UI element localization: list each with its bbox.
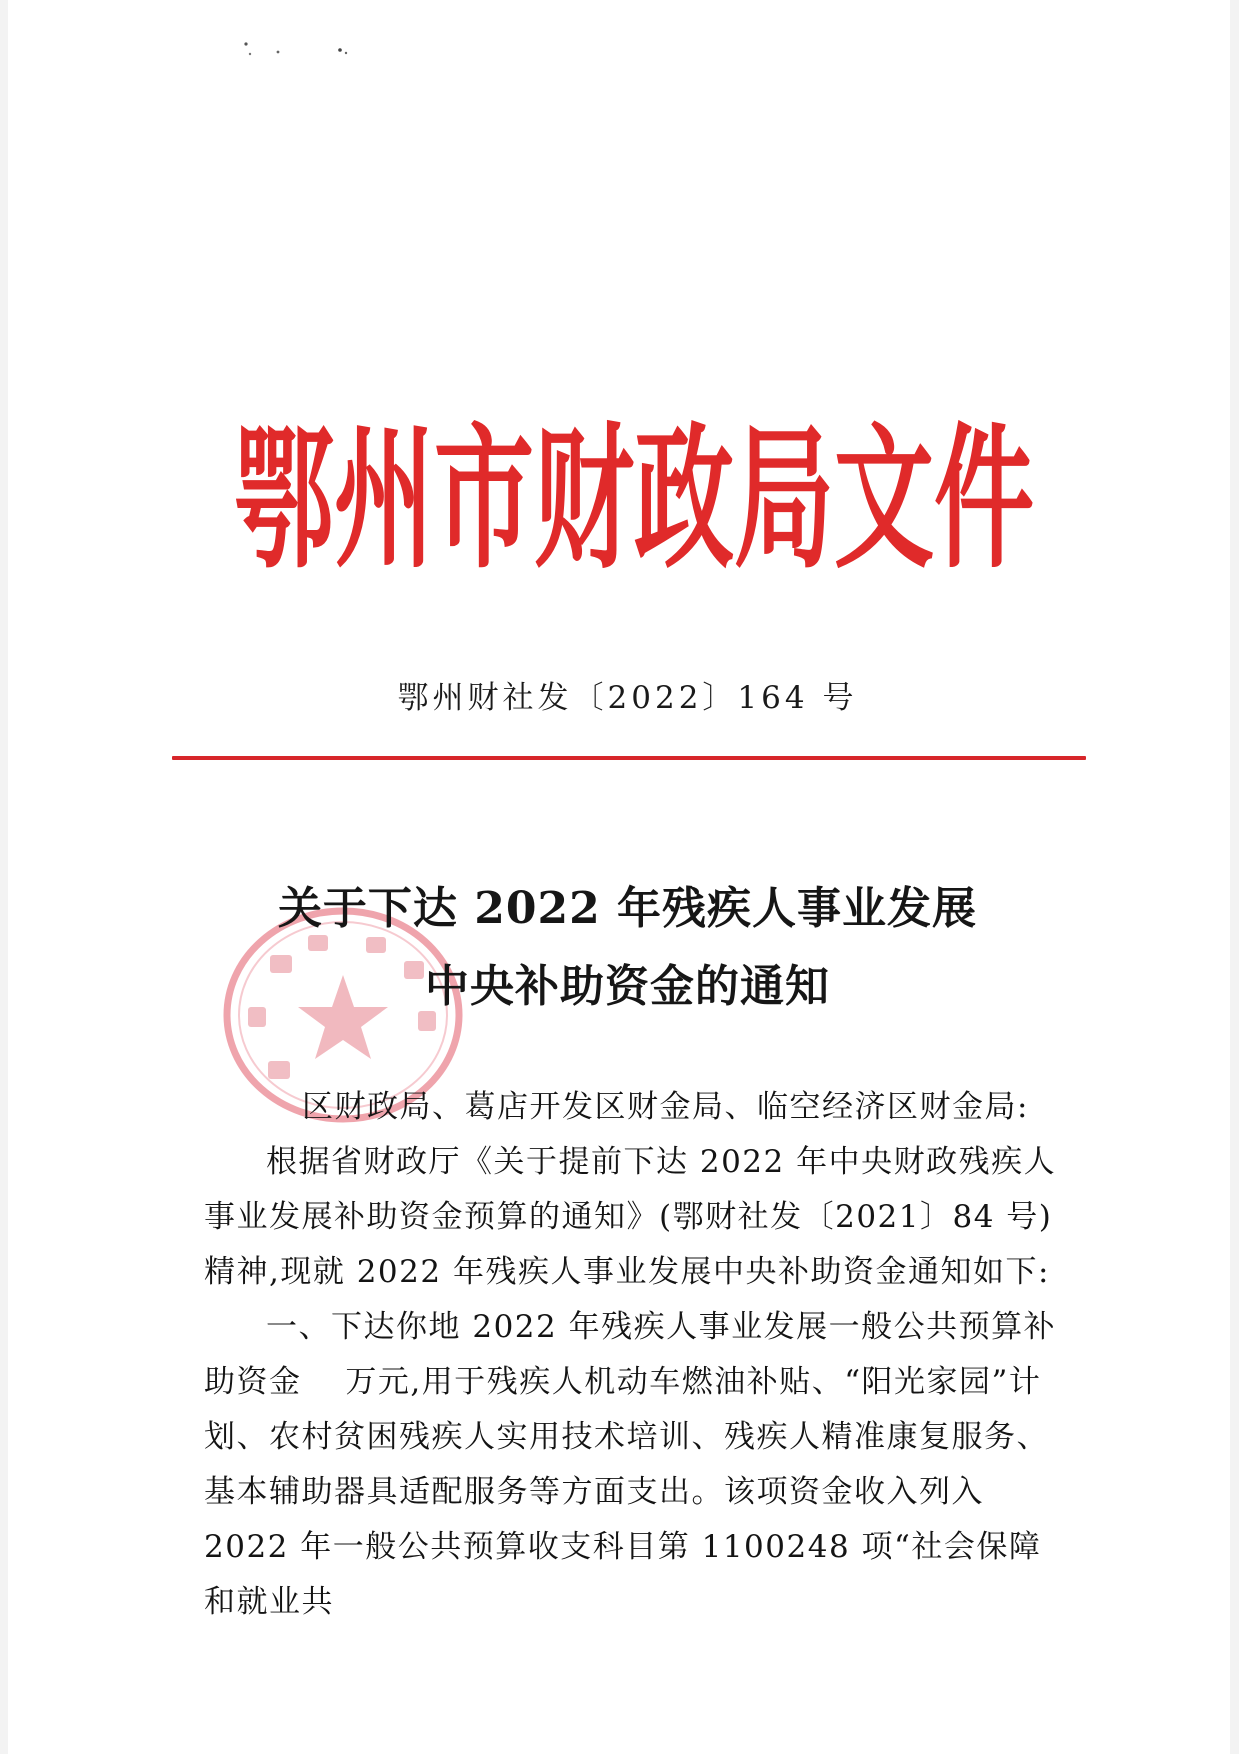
masthead-char: 局 bbox=[734, 408, 834, 590]
document-page bbox=[8, 0, 1230, 1754]
scan-noise-marks bbox=[240, 36, 360, 60]
masthead-char: 件 bbox=[934, 408, 1034, 590]
document-body bbox=[204, 1080, 1060, 1630]
salutation: 区财政局、葛店开发区财金局、临空经济区财金局: bbox=[302, 1089, 1029, 1125]
masthead-char: 鄂 bbox=[234, 408, 334, 590]
masthead-char: 财 bbox=[534, 408, 634, 590]
red-divider-line bbox=[172, 756, 1086, 760]
masthead-char: 文 bbox=[834, 408, 934, 590]
masthead-char: 市 bbox=[434, 408, 534, 590]
notice-title-line-1: 关于下达 2022 年残疾人事业发展 bbox=[277, 883, 978, 934]
masthead-char: 政 bbox=[634, 408, 734, 590]
body-paragraph-2: 一、下达你地 2022 年残疾人事业发展一般公共预算补助资金 万元,用于残疾人机动车燃油补贴、“阳光家园”计划、农村贫困残疾人实用技术培训、残疾人精准康复服务、基本辅助器具适配服务等方面支出。该项资金收入列入 2022 年一般公共预算收支科目第 1100248 项“社会保障和就业共 bbox=[204, 1309, 1057, 1620]
masthead-char: 州 bbox=[334, 408, 434, 590]
document-number: 鄂州财社发〔2022〕164 号 bbox=[397, 680, 858, 716]
masthead-title bbox=[234, 408, 1034, 590]
body-paragraph-1: 根据省财政厅《关于提前下达 2022 年中央财政残疾人事业发展补助资金预算的通知》(鄂财社发〔2021〕84 号)精神,现就 2022 年残疾人事业发展中央补助资金通知如下: bbox=[204, 1144, 1057, 1290]
notice-title-line-2: 中央补助资金的通知 bbox=[425, 961, 830, 1012]
